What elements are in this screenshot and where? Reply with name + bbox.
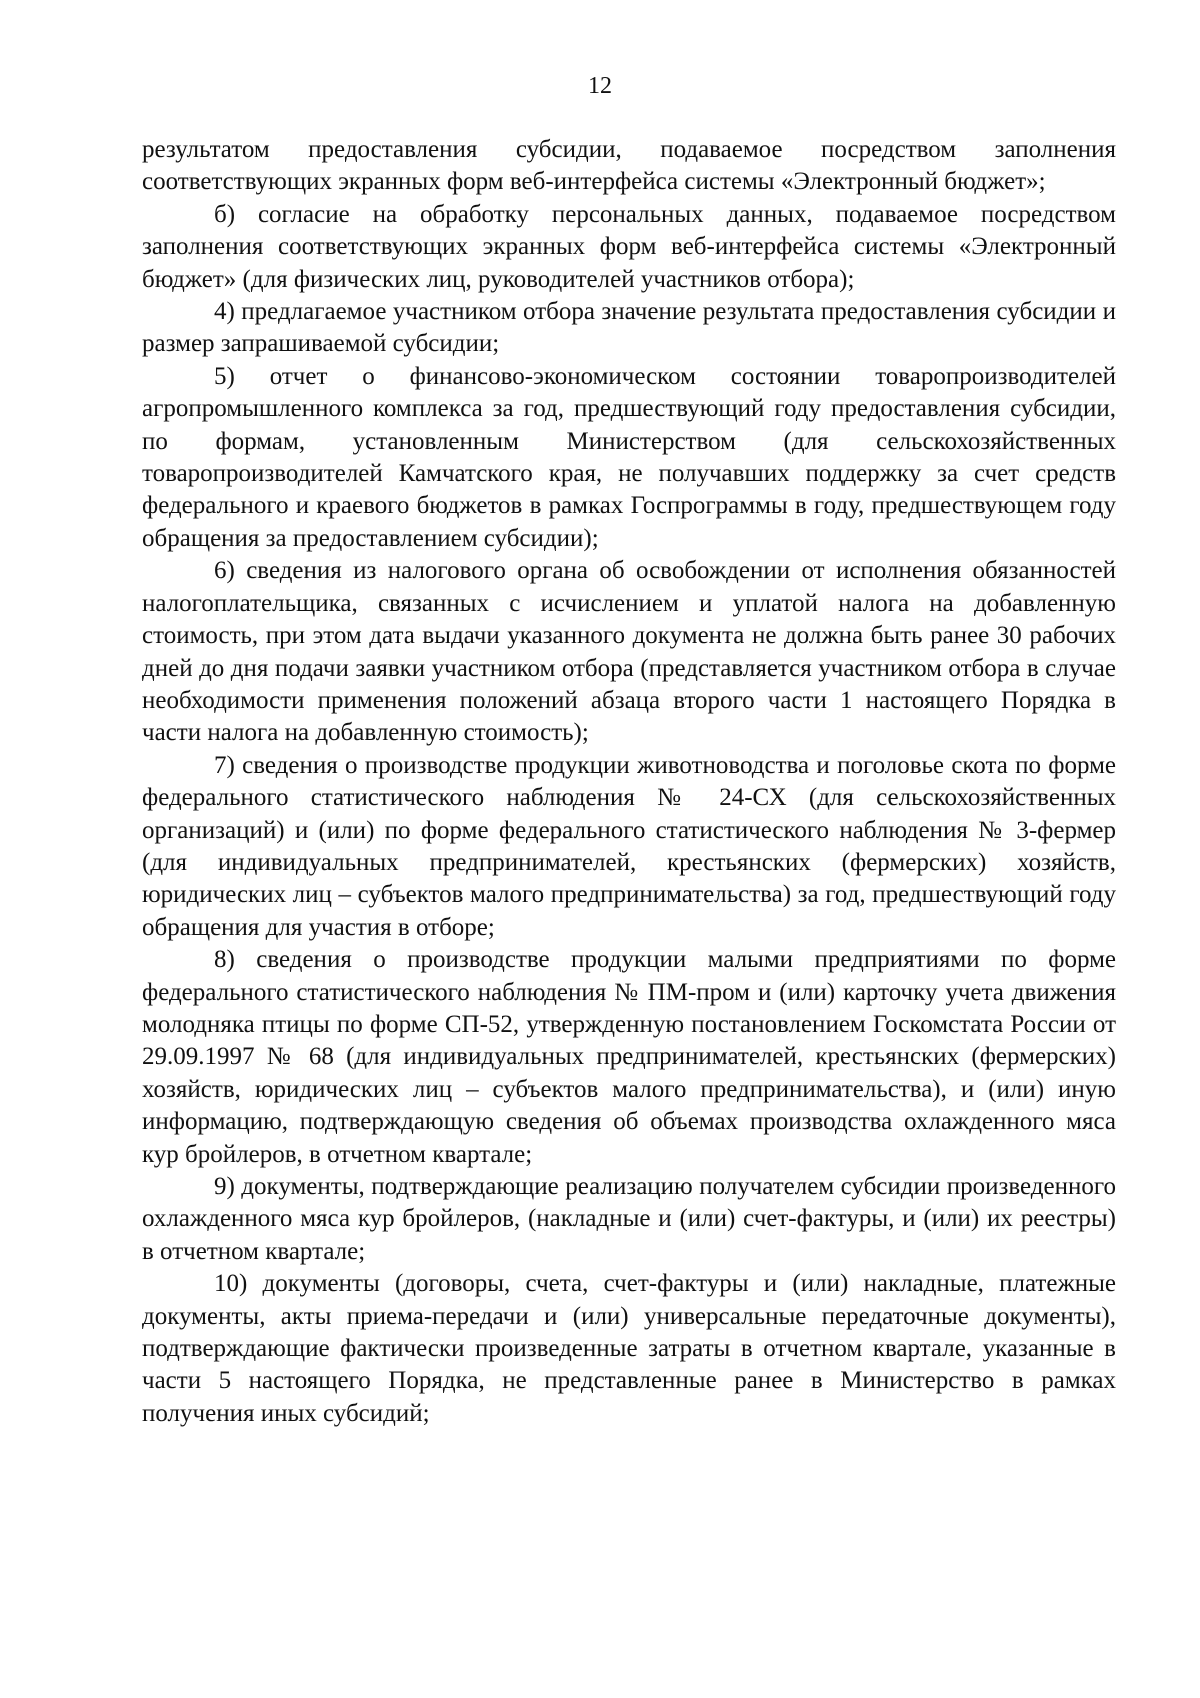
paragraph-continuation: результатом предоставления субсидии, подаваемое посредством заполнения соответствующих экранных форм веб-интерфейса системы «Электронный бюджет»; [142, 136, 1116, 196]
document-body [142, 134, 1116, 1430]
paragraph-item-9: 9) документы, подтверждающие реализацию получателем субсидии произведенного охлажденного мяса кур бройлеров, (накладные и (или) счет-фактуры, и (или) их реестры) в отчетном квартале; [142, 1173, 1116, 1265]
paragraph-item-8: 8) сведения о производстве продукции малыми предприятиями по форме федерального статистического наблюдения № ПМ-пром и (или) карточку учета движения молодняка птицы по форме СП-52, утвержденную постановлением Госкомстата России от 29.09.1997 № 68 (для индивидуальных предпринимателей, крестьянских (фермерских) хозяйств, юридических лиц – субъектов малого предпринимательства), и (или) иную информацию, подтверждающую сведения об объемах производства охлажденного мяса кур бройлеров, в отчетном квартале; [142, 946, 1116, 1168]
paragraph-item-10: 10) документы (договоры, счета, счет-фактуры и (или) накладные, платежные документы, акты приема-передачи и (или) универсальные передаточные документы), подтверждающие фактически произведенные затраты в отчетном квартале, указанные в части 5 настоящего Порядка, не представленные ранее в Министерство в рамках получения иных субсидий; [142, 1270, 1116, 1427]
paragraph-item-7: 7) сведения о производстве продукции животноводства и поголовье скота по форме федерального статистического наблюдения № 24-СХ (для сельскохозяйственных организаций) и (или) по форме федерального статистического наблюдения № 3-фермер (для индивидуальных предпринимателей, крестьянских (фермерских) хозяйств, юридических лиц – субъектов малого предпринимательства) за год, предшествующий году обращения для участия в отборе; [142, 751, 1116, 941]
paragraph-item-b: б) согласие на обработку персональных данных, подаваемое посредством заполнения соответствующих экранных форм веб-интерфейса системы «Электронный бюджет» (для физических лиц, руководителей участников отбора); [142, 200, 1116, 293]
paragraph-item-6: 6) сведения из налогового органа об освобождении от исполнения обязанностей налогоплательщика, связанных с исчислением и уплатой налога на добавленную стоимость, при этом дата выдачи указанного документа не должна быть ранее 30 рабочих дней до дня подачи заявки участником отбора (представляется участником отбора в случае необходимости применения положений абзаца второго части 1 настоящего Порядка в части налога на добавленную стоимость); [142, 557, 1116, 747]
paragraph-item-5: 5) отчет о финансово-экономическом состоянии товаропроизводителей агропромышленного комплекса за год, предшествующий году предоставления субсидии, по формам, установленным Министерством (для сельскохозяйственных товаропроизводителей Камчатского края, не получавших поддержку за счет средств федерального и краевого бюджетов в рамках Госпрограммы в году, предшествующем году обращения за предоставлением субсидии); [142, 362, 1116, 552]
paragraph-item-4: 4) предлагаемое участником отбора значение результата предоставления субсидии и размер запрашиваемой субсидии; [142, 298, 1116, 358]
page-number: 12 [588, 73, 612, 99]
